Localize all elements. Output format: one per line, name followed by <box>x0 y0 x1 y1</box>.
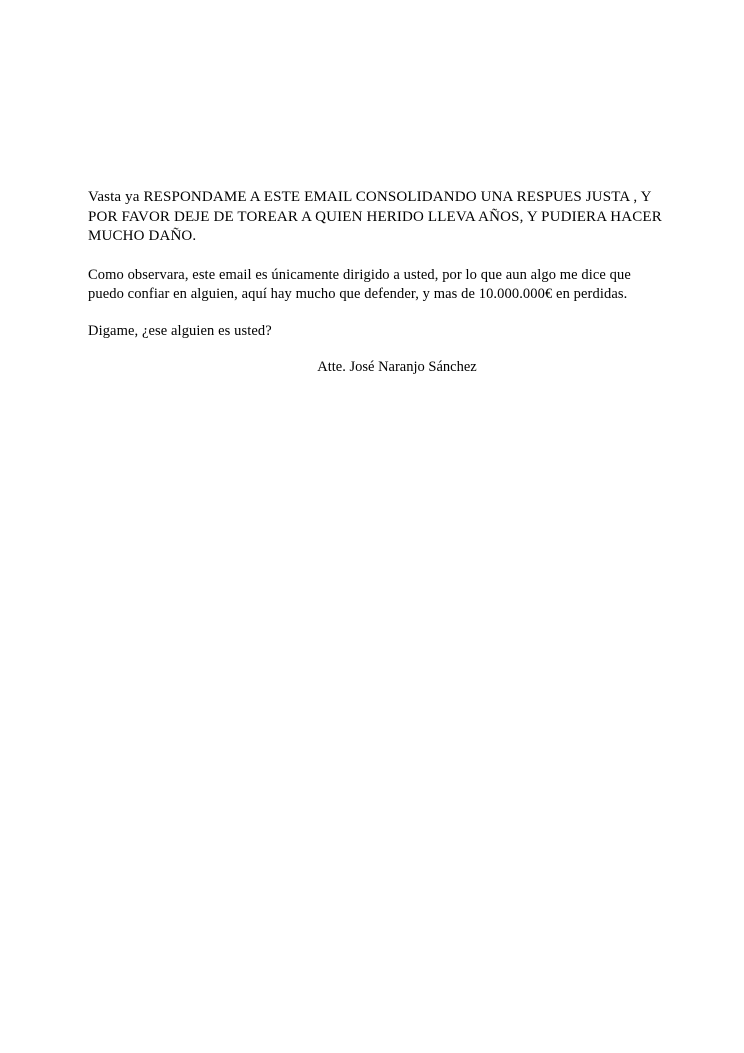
signature-line: Atte. José Naranjo Sánchez <box>317 358 477 375</box>
observation-paragraph: Como observara, este email es únicamente dirigido a usted, por lo que aun algo me dice que puedo confiar en alguien, aquí hay mucho que defender, y mas de 10.000.000€ en perdidas. <box>88 266 631 302</box>
document-body <box>88 188 670 377</box>
paragraph-spacer <box>88 304 670 322</box>
question-paragraph: Digame, ¿ese alguien es usted? <box>88 322 272 339</box>
demand-paragraph: Vasta ya RESPONDAME A ESTE EMAIL CONSOLIDANDO UNA RESPUES JUSTA , Y POR FAVOR DEJE DE TOREAR A QUIEN HERIDO LLEVA AÑOS, Y PUDIERA HACER MUCHO DAÑO. <box>88 189 662 244</box>
paragraph-spacer <box>88 247 670 266</box>
